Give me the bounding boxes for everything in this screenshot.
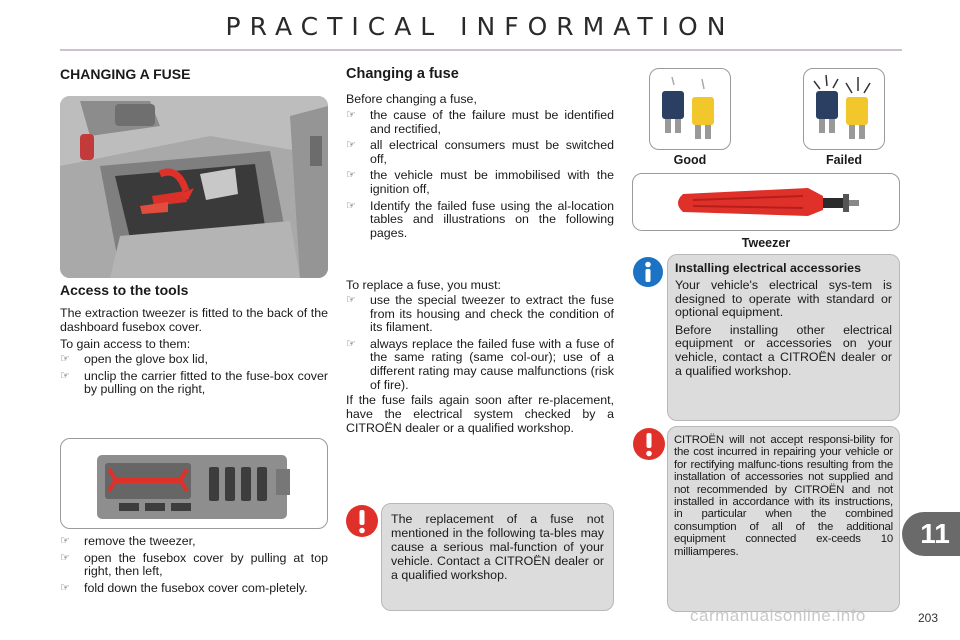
pointing-hand-icon: ☞ xyxy=(60,535,70,547)
tools-intro: The extraction tweezer is fitted to the back of the dashboard fusebox cover. xyxy=(60,306,328,334)
good-fuse-illustration xyxy=(650,69,730,149)
good-fuse-figure xyxy=(649,68,731,150)
watermark: carmanualsonline.info xyxy=(690,606,866,625)
liability-warning-text: CITROËN will not accept responsi-bility for the cost incurred in repairing your vehicle or for rectifying malfunc-tions resulting from the installation of accessories not supplied and not recommended by CITROËN and not installed in accordance with its instructions, in particular when the combined consumption of all of the additional equipment connected ex-ceeds 10 milliamperes. xyxy=(674,434,893,558)
changing-fuse-heading: Changing a fuse xyxy=(346,66,459,82)
info-icon xyxy=(632,256,664,288)
pointing-hand-icon: ☞ xyxy=(60,369,70,382)
replace-list xyxy=(346,294,614,395)
list-item: ☞ always replace the failed fuse with a fuse of the same rating (same col-our); use of a different rating may cause malfunctions (risk of fire). xyxy=(346,336,614,392)
failed-label: Failed xyxy=(825,153,863,167)
list-item: ☞ use the special tweezer to extract the fuse from its housing and check the condition of its filament. xyxy=(346,293,614,335)
chapter-number: 11 xyxy=(920,518,950,549)
pointing-hand-icon: ☞ xyxy=(60,581,70,594)
pointing-hand-icon: ☞ xyxy=(346,109,356,121)
glovebox-illustration xyxy=(60,96,328,278)
tweezer-illustration xyxy=(633,174,899,230)
pointing-hand-icon: ☞ xyxy=(346,199,356,212)
tools-steps-list xyxy=(60,353,328,400)
fusebox-cover-illustration xyxy=(61,439,327,528)
list-item: ☞ the vehicle must be immobilised with the ignition off, xyxy=(346,168,614,196)
failed-fuse-illustration xyxy=(804,69,884,149)
info-paragraph-2: Before installing other electrical equipment or accessories on your vehicle, contact a CITROËN dealer or a qualified workshop. xyxy=(675,322,892,378)
tools-heading: Access to the tools xyxy=(60,282,189,298)
tweezer-figure xyxy=(632,173,900,231)
exclamation-icon xyxy=(345,504,379,538)
good-label: Good xyxy=(673,153,707,167)
failed-fuse-figure xyxy=(803,68,885,150)
list-item: ☞ all electrical consumers must be switched off, xyxy=(346,138,614,166)
pointing-hand-icon: ☞ xyxy=(346,337,356,350)
pointing-hand-icon: ☞ xyxy=(60,353,70,365)
info-title: Installing electrical accessories xyxy=(675,261,861,275)
glovebox-photo xyxy=(60,96,328,278)
cover-steps-list xyxy=(60,535,328,598)
fails-again-text: If the fuse fails again soon after re-placement, have the electrical system checked by a CITROËN dealer or a qualified workshop. xyxy=(346,393,614,435)
pointing-hand-icon: ☞ xyxy=(346,294,356,306)
list-item: ☞ open the glove box lid, xyxy=(60,352,208,366)
list-item: ☞ remove the tweezer, xyxy=(60,534,196,548)
page-number: 203 xyxy=(917,611,938,625)
page-title: PRACTICAL INFORMATION xyxy=(225,12,735,41)
replace-intro: To replace a fuse, you must: xyxy=(346,278,501,292)
before-list xyxy=(346,109,614,243)
list-item: ☞ the cause of the failure must be identified and rectified, xyxy=(346,108,614,136)
list-item: ☞ fold down the fusebox cover com-pletely. xyxy=(60,580,308,595)
exclamation-icon xyxy=(632,427,666,461)
replacement-warning-box xyxy=(381,503,614,611)
pointing-hand-icon: ☞ xyxy=(346,169,356,182)
replacement-warning-text: The replacement of a fuse not mentioned in the following ta-bles may cause a serious mal-function of your vehicle. Contact a CITROËN dealer or a qualified workshop. xyxy=(391,512,604,582)
before-text: Before changing a fuse, xyxy=(346,92,477,106)
accessories-info-box xyxy=(667,254,900,421)
tweezer-label: Tweezer xyxy=(741,236,791,250)
header-divider xyxy=(60,49,902,51)
pointing-hand-icon: ☞ xyxy=(346,139,356,152)
section-title: CHANGING A FUSE xyxy=(60,66,191,82)
list-item: ☞ open the fusebox cover by pulling at top right, then left, xyxy=(60,550,328,579)
fusebox-cover-figure xyxy=(60,438,328,529)
gain-access-text: To gain access to them: xyxy=(60,337,191,351)
list-item: ☞ Identify the failed fuse using the al-location tables and illustrations on the following pages. xyxy=(346,198,614,240)
liability-warning-box xyxy=(667,426,900,612)
list-item: ☞ unclip the carrier fitted to the fuse-box cover by pulling on the right, xyxy=(60,368,328,397)
info-paragraph-1: Your vehicle's electrical sys-tem is designed to operate with standard or optional equipment. xyxy=(675,278,892,320)
chapter-tab xyxy=(902,512,960,556)
pointing-hand-icon: ☞ xyxy=(60,551,70,564)
